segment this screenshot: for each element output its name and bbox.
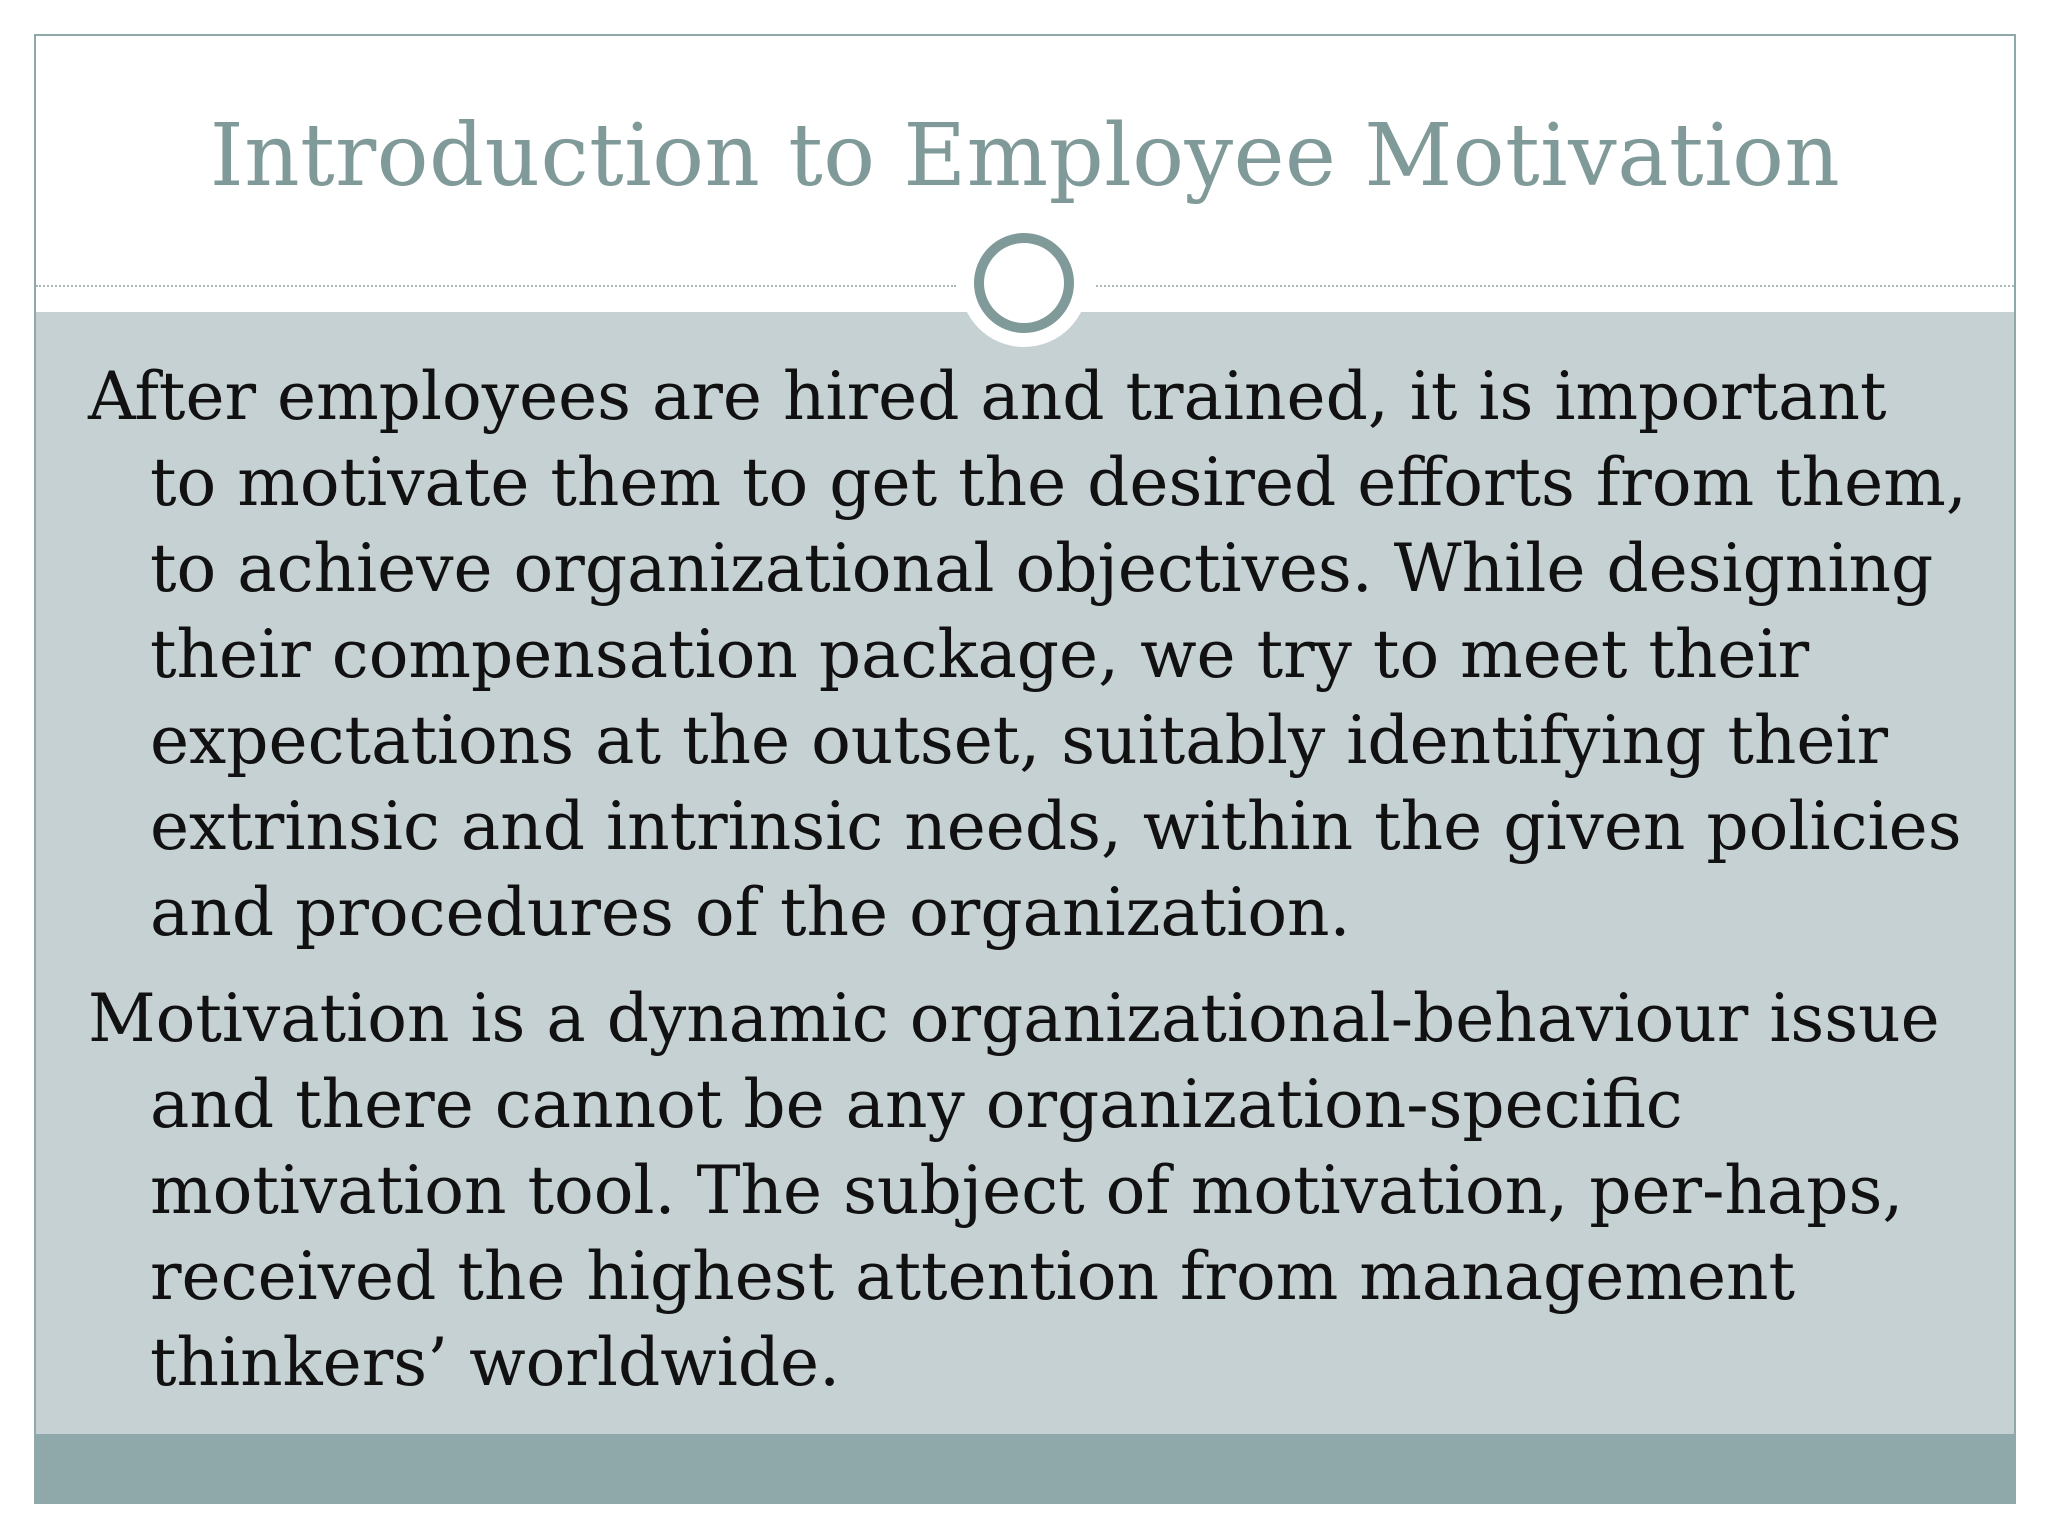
body-text [88,354,1968,1426]
paragraph-hiring: After employees are hired and trained, it is important to motivate them to get the desired efforts from them, to achieve organizational objectives. While designing their compensation package, we try to meet their expectations at the outset, suitably identifying their extrinsic and intrinsic needs, within the given policies and procedures of the organization. [88,358,1967,951]
slide [34,34,2016,1504]
slide-title: Introduction to Employee Motivation [209,106,1841,206]
title-divider-right [1096,285,2016,287]
title-divider-left [36,285,956,287]
paragraph-motivation: Motivation is a dynamic organizational-behaviour issue and there cannot be any organization-specific motivation tool. The subject of motivation, per-haps, received the highest attention from management thinkers’ worldwide. [88,980,1940,1401]
footer-band [36,1434,2014,1504]
ring-ornament-icon [974,233,1074,333]
